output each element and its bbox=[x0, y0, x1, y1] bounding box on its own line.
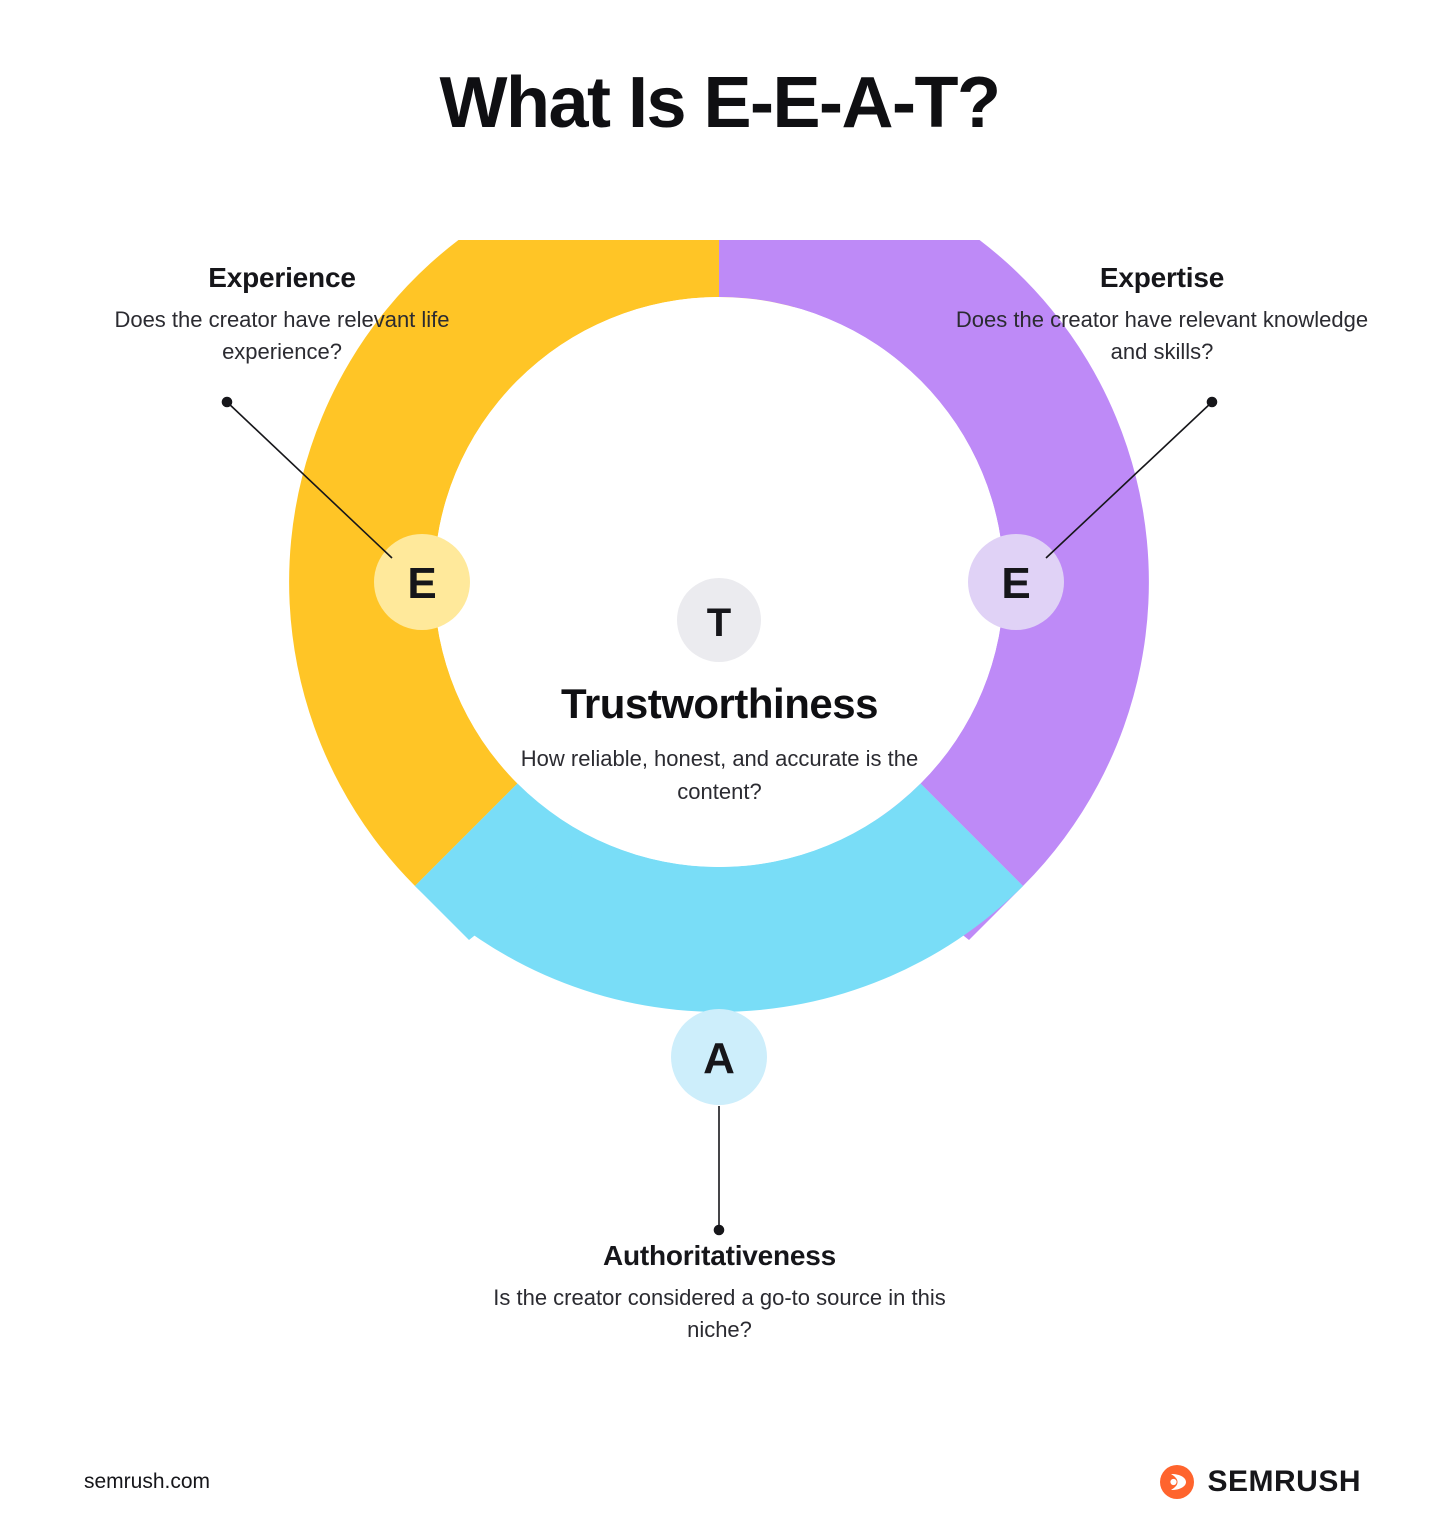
label-authoritativeness-desc: Is the creator considered a go-to source in this niche? bbox=[493, 1285, 946, 1342]
semrush-mark-icon bbox=[1159, 1464, 1195, 1500]
leader-dot-expertise bbox=[1208, 398, 1217, 407]
semrush-wordmark: SEMRUSH bbox=[1207, 1465, 1361, 1498]
page-title: What Is E-E-A-T? bbox=[439, 63, 1000, 143]
badge-expertise bbox=[968, 534, 1064, 630]
center-title: Trustworthiness bbox=[561, 680, 878, 727]
label-experience-title: Experience bbox=[208, 262, 356, 293]
label-authoritativeness bbox=[460, 1240, 980, 1346]
badge-experience bbox=[374, 534, 470, 630]
donut-chart-svg bbox=[0, 240, 1439, 1380]
semrush-logo bbox=[1159, 1464, 1361, 1500]
leader-dot-authoritativeness bbox=[715, 1226, 724, 1235]
label-authoritativeness-title: Authoritativeness bbox=[602, 1240, 837, 1271]
badge-authoritativeness bbox=[671, 1009, 767, 1105]
label-expertise bbox=[947, 262, 1377, 368]
label-experience bbox=[72, 262, 492, 368]
leader-dot-experience bbox=[223, 398, 232, 407]
label-expertise-title: Expertise bbox=[1099, 262, 1225, 293]
label-experience-desc: Does the creator have relevant life experience? bbox=[114, 307, 450, 364]
center-trustworthiness bbox=[490, 680, 950, 808]
badge-trustworthiness-letter: T bbox=[706, 601, 732, 645]
footer-url: semrush.com bbox=[84, 1470, 211, 1493]
center-desc: How reliable, honest, and accurate is the content? bbox=[520, 746, 919, 804]
badge-authoritativeness-letter: A bbox=[703, 1034, 735, 1083]
badge-experience-letter: E bbox=[407, 559, 437, 608]
eeat-donut-diagram bbox=[0, 240, 1439, 1380]
badge-trustworthiness bbox=[677, 578, 761, 662]
badge-expertise-letter: E bbox=[1001, 559, 1031, 608]
label-expertise-desc: Does the creator have relevant knowledge and skills? bbox=[955, 307, 1369, 364]
